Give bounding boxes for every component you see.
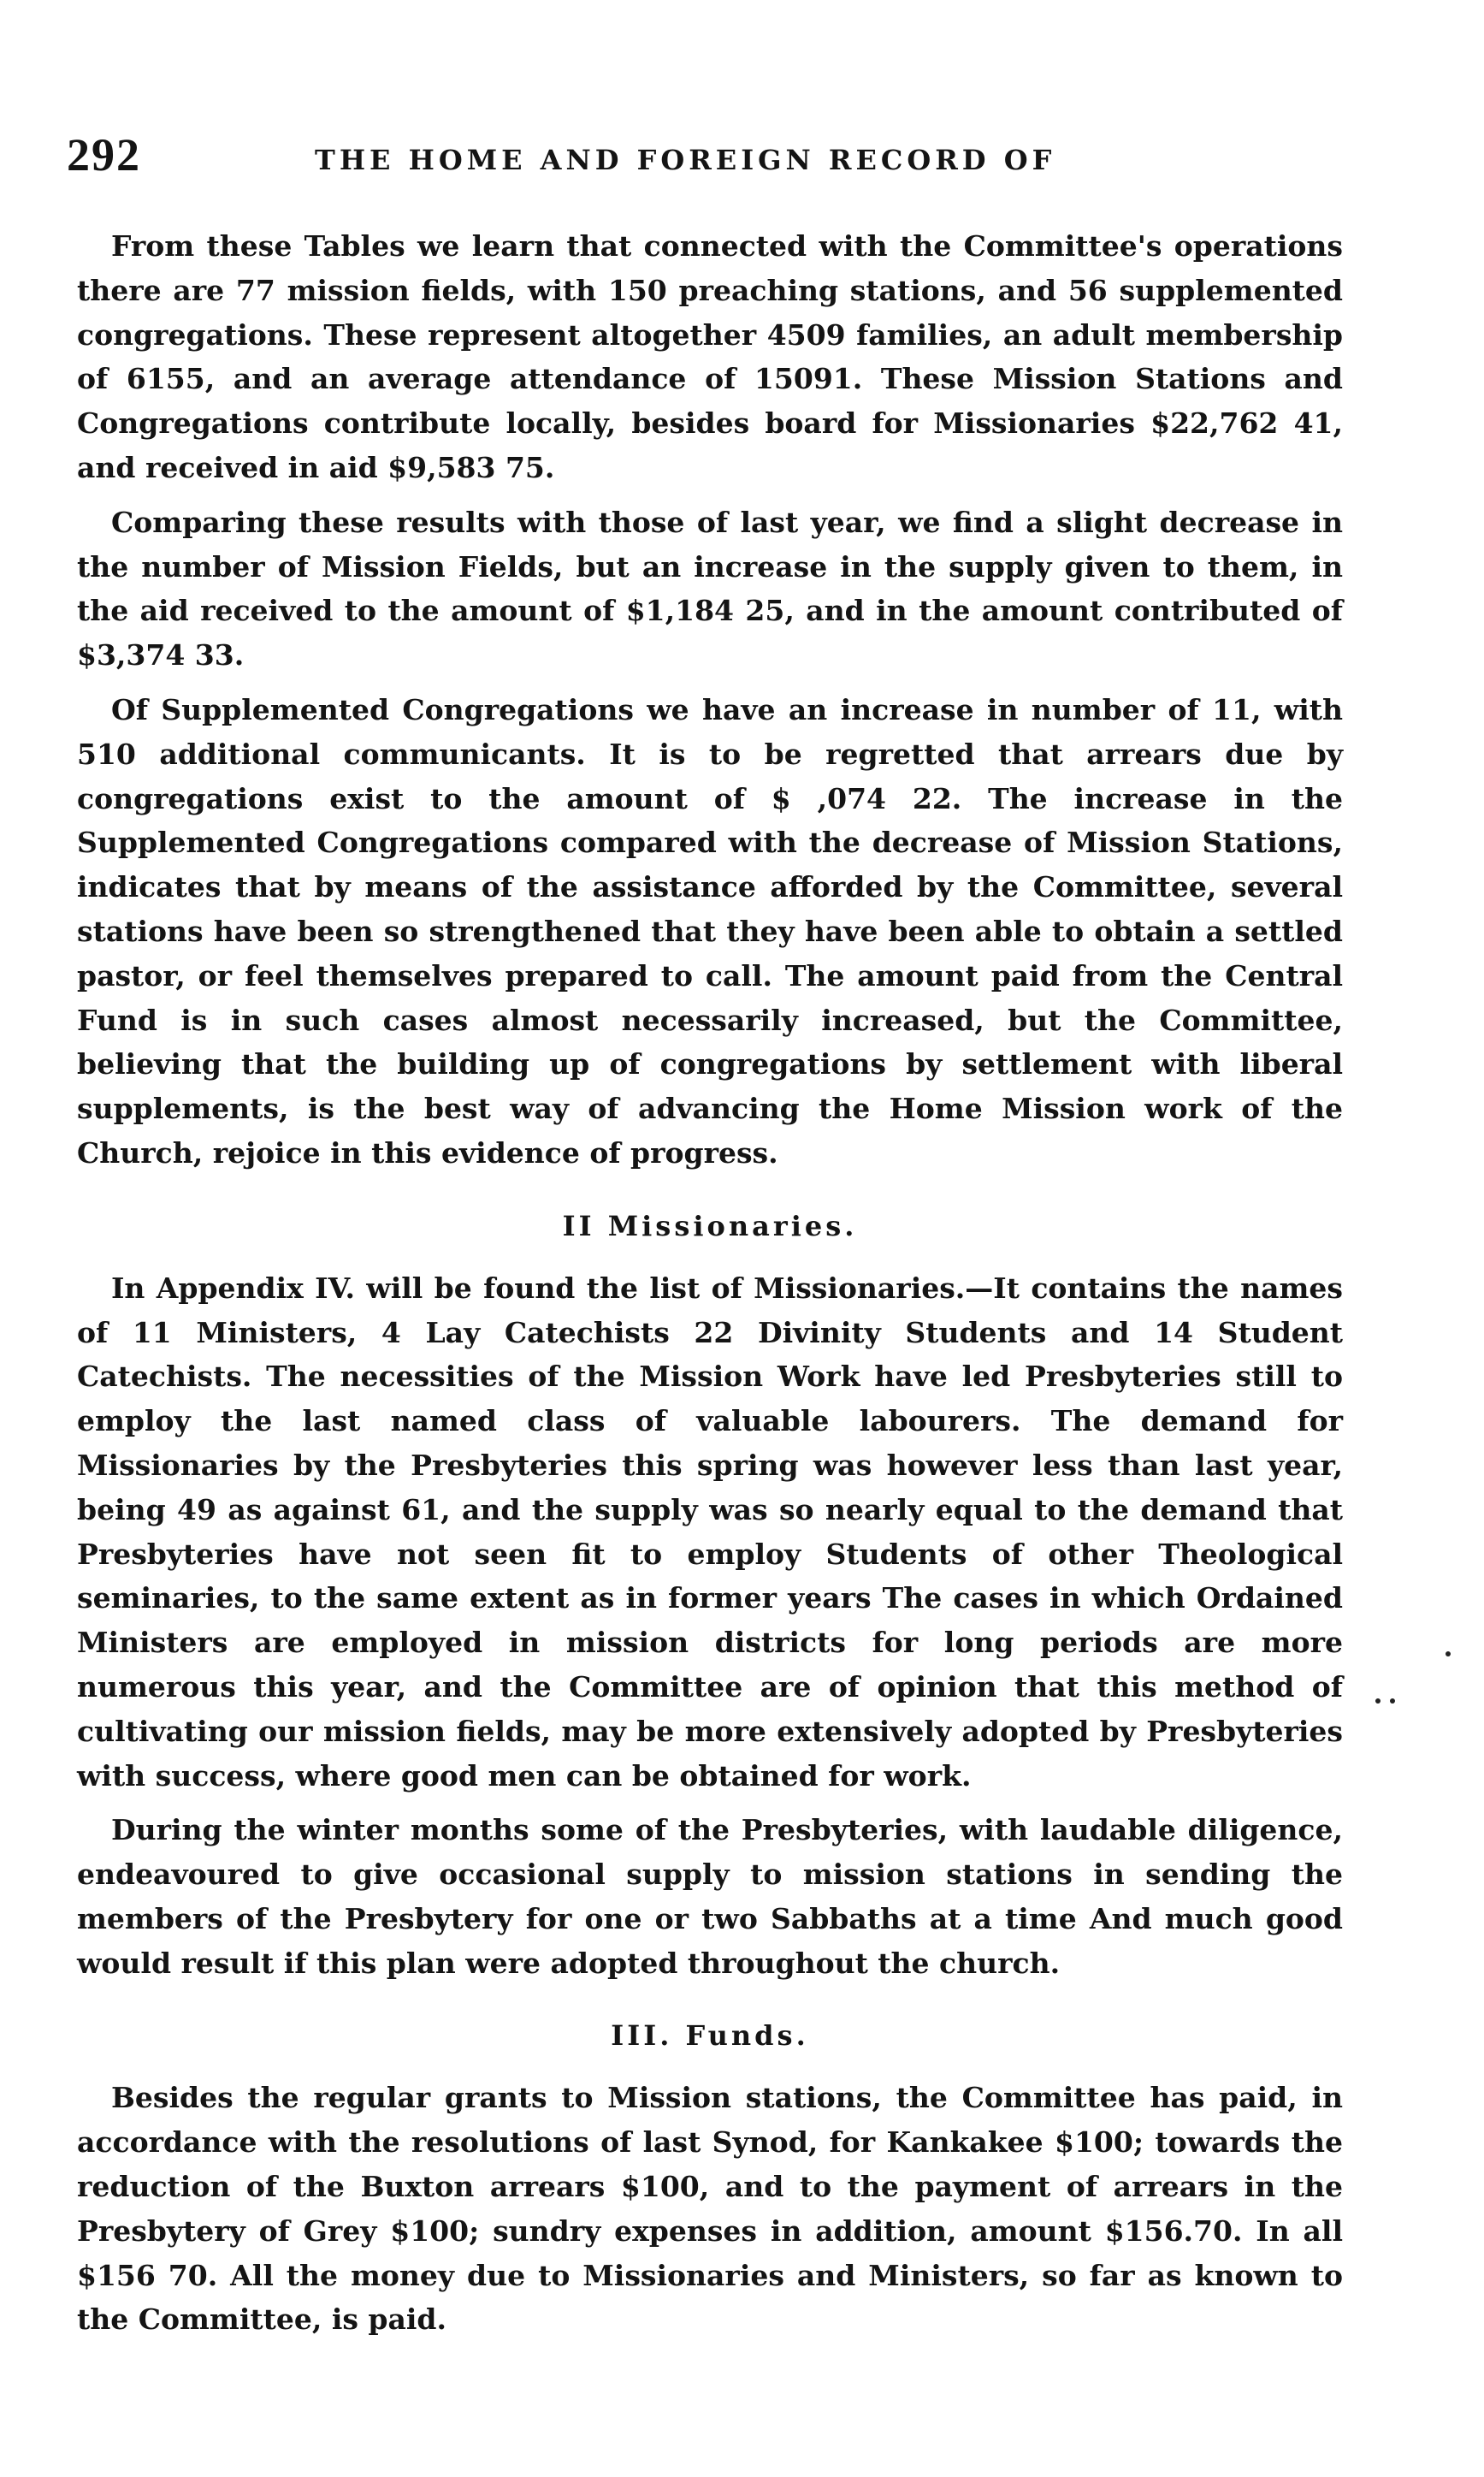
- section-heading-missionaries: II Missionaries.: [562, 1209, 858, 1242]
- body-text: [77, 224, 1343, 2352]
- section-heading-funds: III. Funds.: [611, 2019, 809, 2053]
- page-header: [67, 128, 1350, 197]
- margin-mark: [1375, 1698, 1381, 1704]
- margin-mark: [1446, 1651, 1451, 1656]
- running-title: THE HOME AND FOREIGN RECORD OF: [315, 144, 1056, 176]
- paragraph-funds: Besides the regular grants to Mission stations, the Committee has paid, in accordance with the resolutions of last Synod, for Kankakee $100; towards the reduction of the Buxton arrears $100, and to the payment of arrears in the Presbytery of Grey $100; sundry expenses in addition, amount $156.70. In all $156 70. All the money due to Missionaries and Ministers, so far as known to the Committee, is paid.: [77, 2081, 1343, 2337]
- margin-mark: [1390, 1698, 1395, 1704]
- paragraph-winter-supply: During the winter months some of the Presbyteries, with laudable diligence, endeavoured to give occasional supply to mission stations in sending the members of the Presbytery for one or two Sabbaths at a time And much good would result if this plan were adopted throughout the church.: [77, 1813, 1343, 1980]
- paragraph-tables-summary: From these Tables we learn that connected with the Committee's operations there are 77 mission fields, with 150 preaching stations, and 56 supplemented congregations. These represent altogether 4509 families, an adult membership of 6155, and an average attendance of 15091. These Mission Stations and Congregations contribute locally, besides board for Missionaries $22,762 41, and received in aid $9,583 75.: [77, 229, 1343, 484]
- paragraph-supplemented-congregations: Of Supplemented Congregations we have an increase in number of 11, with 510 additional communicants. It is to be regretted that arrears due by congregations exist to the amount of $ ,074 22. The increase in the Supplemented Congregations compared with the decrease of Mission Stations, indicates that by means of the assistance afforded by the Committee, several stations have been so strengthened that they have been able to obtain a settled pastor, or feel themselves prepared to call. The amount paid from the Central Fund is in such cases almost necessarily increased, but the Committee, believing that the building up of congregations by settlement with liberal supplements, is the best way of advancing the Home Mission work of the Church, rejoice in this evidence of progress.: [77, 692, 1343, 1170]
- paragraph-missionaries-list: In Appendix IV. will be found the list of Missionaries.—It contains the names of 11 Ministers, 4 Lay Catechists 22 Divinity Students and 14 Student Catechists. The necessities of the Mission Work have led Presbyteries still to employ the last named class of valuable labourers. The demand for Missionaries by the Presbyteries this spring was however less than last year, being 49 as against 61, and the supply was so nearly equal to the demand that Presbyteries have not seen fit to employ Students of other Theological seminaries, to the same extent as in former years The cases in which Ordained Ministers are employed in mission districts for long periods are more numerous this year, and the Committee are of opinion that this method of cultivating our mission fields, may be more extensively adopted by Presbyteries with success, where good men can be obtained for work.: [77, 1271, 1343, 1793]
- paragraph-comparison: Comparing these results with those of last year, we find a slight decrease in the number of Mission Fields, but an increase in the supply given to them, in the aid received to the amount of $1,184 25, and in the amount contributed of $3,374 33.: [77, 505, 1343, 673]
- page-number: 292: [67, 129, 141, 181]
